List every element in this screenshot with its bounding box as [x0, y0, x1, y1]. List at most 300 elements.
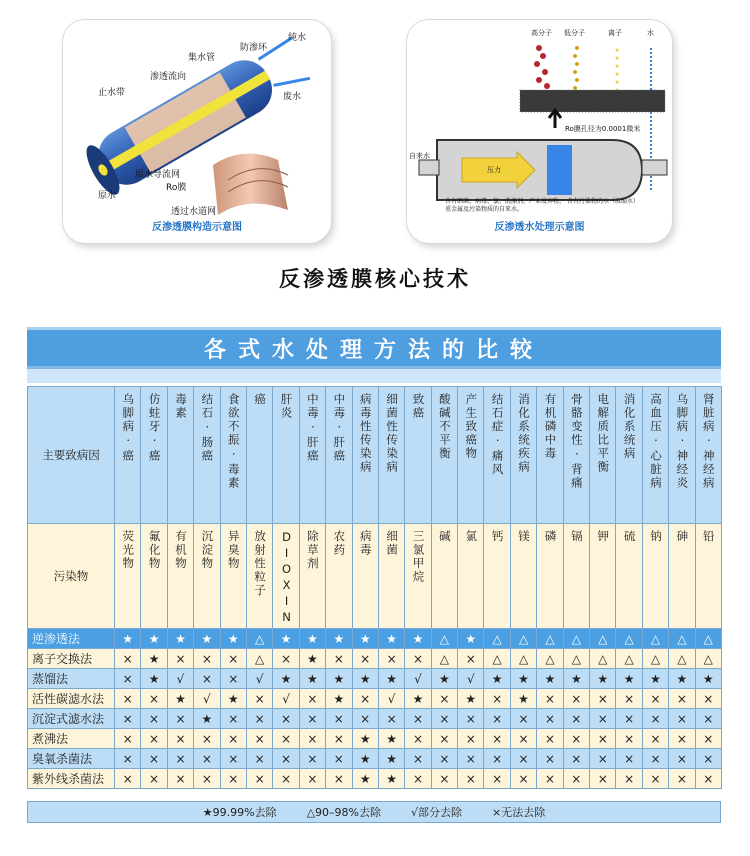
result-cell: ★: [352, 669, 378, 689]
water-treatment-card: [407, 20, 672, 243]
result-cell: ★: [299, 649, 325, 669]
pollutant-cell: [563, 524, 589, 629]
membrane-structure-caption: 反渗透膜构造示意图: [152, 222, 242, 233]
result-cell: ★: [510, 689, 536, 709]
result-cell: ★: [378, 749, 404, 769]
result-cell: △: [669, 629, 695, 649]
pollutant-cell: [167, 524, 193, 629]
result-cell: ★: [273, 669, 299, 689]
result-cell: △: [563, 649, 589, 669]
result-cell: ×: [642, 729, 668, 749]
result-cell: ×: [484, 769, 510, 789]
pollutant-cell: [431, 524, 457, 629]
result-cell: △: [642, 629, 668, 649]
result-cell: ×: [695, 709, 721, 729]
legend-check: √部分去除: [410, 806, 462, 819]
pollutant-row: [28, 524, 722, 629]
pollutant-cell: [273, 524, 299, 629]
result-cell: √: [273, 689, 299, 709]
disease-cell: [405, 387, 431, 524]
method-row: [28, 689, 722, 709]
pollutant-text: 三氯甲烷: [411, 530, 426, 584]
result-cell: ×: [167, 769, 193, 789]
result-cell: △: [510, 629, 536, 649]
disease-text: 酸碱不平衡: [437, 393, 452, 461]
result-cell: △: [484, 629, 510, 649]
result-cell: ×: [220, 769, 246, 789]
disease-cell: [563, 387, 589, 524]
result-cell: ×: [695, 769, 721, 789]
result-cell: ×: [194, 729, 220, 749]
result-cell: ★: [458, 689, 484, 709]
result-cell: ×: [115, 649, 141, 669]
disease-text: 骨骼变性·背痛: [569, 393, 584, 490]
disease-cell: [220, 387, 246, 524]
label-tap-water: 自来水: [409, 152, 430, 160]
result-cell: ★: [378, 669, 404, 689]
result-cell: ×: [141, 709, 167, 729]
result-cell: ×: [669, 769, 695, 789]
disease-text: 肾脏病·神经病: [701, 393, 716, 490]
disease-cell: [194, 387, 220, 524]
result-cell: △: [695, 629, 721, 649]
result-cell: ×: [220, 749, 246, 769]
result-cell: ×: [563, 709, 589, 729]
result-cell: ×: [616, 729, 642, 749]
pollutant-text: 碱: [437, 530, 452, 544]
result-cell: ×: [537, 749, 563, 769]
result-cell: △: [537, 649, 563, 669]
method-name: 逆渗透法: [28, 629, 115, 649]
label-permeate-flow: 渗透流向: [150, 72, 187, 82]
method-name: 离子交换法: [28, 649, 115, 669]
result-cell: ×: [537, 729, 563, 749]
label-pressure: 压力: [487, 166, 501, 174]
pollutant-cell: [669, 524, 695, 629]
result-cell: △: [616, 629, 642, 649]
result-cell: ×: [167, 649, 193, 669]
result-cell: ★: [326, 689, 352, 709]
result-cell: ★: [405, 689, 431, 709]
result-cell: ×: [431, 749, 457, 769]
pollutant-cell: [616, 524, 642, 629]
result-cell: △: [431, 629, 457, 649]
result-cell: ★: [352, 749, 378, 769]
pollutant-text: 有机物: [173, 530, 188, 571]
pollutant-cell: [510, 524, 536, 629]
result-cell: ×: [405, 769, 431, 789]
pollutant-text: 农药: [332, 530, 347, 557]
method-name: 紫外线杀菌法: [28, 769, 115, 789]
result-cell: △: [669, 649, 695, 669]
result-cell: ×: [299, 729, 325, 749]
result-cell: △: [590, 649, 616, 669]
result-cell: ★: [167, 629, 193, 649]
result-cell: △: [246, 649, 272, 669]
result-cell: ×: [273, 709, 299, 729]
result-cell: ×: [246, 769, 272, 789]
result-cell: △: [616, 649, 642, 669]
result-cell: ★: [352, 629, 378, 649]
result-cell: √: [167, 669, 193, 689]
result-cell: ×: [537, 709, 563, 729]
result-cell: ×: [405, 649, 431, 669]
result-cell: ×: [141, 689, 167, 709]
result-cell: △: [590, 629, 616, 649]
disease-cell: [246, 387, 272, 524]
disease-cell: [352, 387, 378, 524]
result-cell: ×: [194, 669, 220, 689]
result-cell: ×: [405, 729, 431, 749]
result-cell: ★: [326, 669, 352, 689]
pollutant-text: 镉: [569, 530, 584, 544]
result-cell: ★: [352, 769, 378, 789]
result-cell: ×: [246, 729, 272, 749]
pollutant-cell: [537, 524, 563, 629]
result-cell: ×: [299, 749, 325, 769]
disease-text: 消化系统疾病: [517, 393, 532, 474]
pollutant-cell: [695, 524, 721, 629]
method-name: 蒸馏法: [28, 669, 115, 689]
result-cell: ×: [510, 729, 536, 749]
result-cell: ×: [194, 769, 220, 789]
result-cell: ★: [194, 629, 220, 649]
result-cell: ×: [141, 749, 167, 769]
disease-text: 有机磷中毒: [543, 393, 558, 461]
disease-cell: [167, 387, 193, 524]
result-cell: ×: [669, 729, 695, 749]
result-cell: △: [695, 649, 721, 669]
disease-text: 细菌性传染病: [385, 393, 400, 474]
pollutant-cell: [194, 524, 220, 629]
method-row: [28, 669, 722, 689]
result-cell: ×: [695, 729, 721, 749]
label-ion: 离子: [608, 29, 622, 37]
result-cell: ×: [352, 649, 378, 669]
result-cell: ×: [590, 709, 616, 729]
result-cell: ×: [378, 709, 404, 729]
pollutant-cell: [299, 524, 325, 629]
result-cell: ★: [299, 669, 325, 689]
result-cell: ×: [141, 769, 167, 789]
water-treatment-illustration: [407, 20, 672, 220]
water-treatment-caption: 反渗透水处理示意图: [494, 222, 585, 233]
method-name: 臭氧杀菌法: [28, 749, 115, 769]
result-cell: ×: [167, 729, 193, 749]
method-row: [28, 749, 722, 769]
result-cell: ×: [431, 769, 457, 789]
result-cell: ×: [537, 769, 563, 789]
pollutant-text: 氯: [464, 530, 479, 544]
result-cell: ★: [378, 729, 404, 749]
main-title: 反渗透膜核心技术: [279, 267, 471, 291]
pollutant-text: 荧光物: [121, 530, 136, 571]
result-cell: √: [246, 669, 272, 689]
pollutant-header: 污染物: [28, 524, 115, 629]
result-cell: ×: [458, 769, 484, 789]
result-cell: ★: [194, 709, 220, 729]
pollutant-text: 钾: [596, 530, 611, 544]
result-cell: ×: [299, 689, 325, 709]
method-row: [28, 769, 722, 789]
result-cell: ×: [616, 709, 642, 729]
result-cell: △: [642, 649, 668, 669]
result-cell: ★: [431, 669, 457, 689]
result-cell: ×: [563, 769, 589, 789]
result-cell: ×: [484, 689, 510, 709]
result-cell: ×: [220, 729, 246, 749]
pollutant-text: 铅: [701, 530, 716, 544]
pollutant-text: 放射性粒子: [253, 530, 268, 598]
result-cell: ★: [326, 629, 352, 649]
result-cell: ×: [669, 749, 695, 769]
pollutant-text: 镁: [517, 530, 532, 544]
label-pure-water: 纯水: [288, 33, 307, 43]
pollutant-text: 钙: [490, 530, 505, 544]
method-row: [28, 709, 722, 729]
result-cell: ★: [141, 669, 167, 689]
method-row: [28, 629, 722, 649]
result-cell: ★: [616, 669, 642, 689]
result-cell: ×: [537, 689, 563, 709]
result-cell: △: [510, 649, 536, 669]
disease-cell: [510, 387, 536, 524]
pollutant-text: DIOXIN: [279, 530, 294, 626]
result-cell: ×: [273, 649, 299, 669]
method-name: 沉淀式滤水法: [28, 709, 115, 729]
result-cell: ×: [115, 749, 141, 769]
pollutant-cell: [220, 524, 246, 629]
result-cell: ×: [669, 709, 695, 729]
result-cell: ×: [458, 709, 484, 729]
disease-cell: [642, 387, 668, 524]
disease-cell: [431, 387, 457, 524]
disease-cell: [326, 387, 352, 524]
result-cell: ★: [220, 629, 246, 649]
pollutant-text: 硫: [622, 530, 637, 544]
result-cell: ×: [115, 689, 141, 709]
result-cell: ★: [484, 669, 510, 689]
disease-text: 病毒性传染病: [358, 393, 373, 474]
label-macromolecule: 高分子: [531, 29, 552, 37]
method-row: [28, 649, 722, 669]
result-cell: ×: [167, 709, 193, 729]
comparison-table: [27, 386, 722, 789]
label-collector-pipe: 集水管: [188, 53, 216, 63]
result-cell: ★: [141, 629, 167, 649]
result-cell: ×: [220, 709, 246, 729]
disease-text: 中毒·肝癌: [305, 393, 320, 463]
result-cell: ×: [431, 729, 457, 749]
result-cell: ×: [299, 709, 325, 729]
method-row: [28, 729, 722, 749]
result-cell: ×: [563, 689, 589, 709]
disease-cell: [273, 387, 299, 524]
pollutant-cell: [642, 524, 668, 629]
result-cell: ★: [115, 629, 141, 649]
result-cell: ×: [642, 749, 668, 769]
result-cell: ★: [510, 669, 536, 689]
result-cell: ×: [616, 689, 642, 709]
banner-title: 各式水处理方法的比较: [27, 330, 721, 366]
disease-cell: [695, 387, 721, 524]
pollutant-text: 除草剂: [305, 530, 320, 571]
result-cell: ×: [352, 709, 378, 729]
result-cell: √: [194, 689, 220, 709]
result-cell: ×: [326, 709, 352, 729]
result-cell: ×: [273, 769, 299, 789]
result-cell: ×: [563, 729, 589, 749]
label-feed-water-guide-net: 原水导流网: [135, 170, 181, 180]
result-cell: ★: [642, 669, 668, 689]
result-cell: ×: [669, 689, 695, 709]
result-cell: ×: [642, 769, 668, 789]
disease-row: [28, 387, 722, 524]
result-cell: ×: [695, 689, 721, 709]
result-cell: ★: [273, 629, 299, 649]
result-cell: △: [246, 629, 272, 649]
result-cell: ×: [405, 749, 431, 769]
result-cell: ×: [246, 689, 272, 709]
label-low-molecule: 低分子: [564, 29, 585, 37]
result-cell: ×: [642, 689, 668, 709]
disease-text: 消化系统病: [622, 393, 637, 461]
result-cell: ×: [246, 749, 272, 769]
disease-text: 癌: [253, 393, 268, 407]
disease-cell: [458, 387, 484, 524]
pollutant-cell: [405, 524, 431, 629]
result-cell: ×: [273, 729, 299, 749]
result-cell: ×: [246, 709, 272, 729]
result-cell: ×: [616, 769, 642, 789]
label-permeate-channel-net: 透过水道网: [171, 207, 217, 217]
result-cell: ×: [220, 649, 246, 669]
result-cell: ×: [326, 769, 352, 789]
comparison-banner: [27, 327, 721, 369]
disease-cell: [484, 387, 510, 524]
label-waste-water: 废水: [283, 92, 302, 102]
disease-cell: [590, 387, 616, 524]
result-cell: ×: [510, 769, 536, 789]
result-cell: ×: [458, 729, 484, 749]
result-cell: ★: [537, 669, 563, 689]
result-cell: △: [484, 649, 510, 669]
result-cell: ×: [299, 769, 325, 789]
result-cell: ×: [510, 749, 536, 769]
label-pore-note: Ro膜孔径为0.0001微米: [565, 125, 641, 133]
result-cell: ×: [484, 749, 510, 769]
result-cell: ★: [299, 629, 325, 649]
disease-text: 毒素: [173, 393, 188, 420]
pollutant-cell: [458, 524, 484, 629]
result-cell: ×: [115, 769, 141, 789]
disease-cell: [669, 387, 695, 524]
pollutant-cell: [115, 524, 141, 629]
method-name: 煮沸法: [28, 729, 115, 749]
legend-cross: ×无法去除: [492, 806, 546, 819]
result-cell: ×: [590, 729, 616, 749]
result-cell: ×: [695, 749, 721, 769]
result-cell: ×: [194, 749, 220, 769]
disease-cell: [616, 387, 642, 524]
pollutant-cell: [378, 524, 404, 629]
disease-text: 结石·肠癌: [200, 393, 215, 463]
result-cell: ×: [563, 749, 589, 769]
method-name: 活性碳滤水法: [28, 689, 115, 709]
pollutant-text: 异臭物: [226, 530, 241, 571]
disease-cell: [537, 387, 563, 524]
result-cell: ×: [167, 749, 193, 769]
result-cell: ×: [484, 709, 510, 729]
result-cell: ★: [669, 669, 695, 689]
label-raw-water: 原水: [98, 191, 117, 201]
pollutant-cell: [484, 524, 510, 629]
pollutant-cell: [590, 524, 616, 629]
result-cell: √: [405, 669, 431, 689]
result-cell: ×: [115, 729, 141, 749]
result-cell: ★: [405, 629, 431, 649]
result-cell: ×: [590, 769, 616, 789]
result-cell: ★: [563, 669, 589, 689]
result-cell: ×: [326, 649, 352, 669]
disease-text: 肝炎: [279, 393, 294, 420]
disease-cell: [378, 387, 404, 524]
label-anti-seepage-ring: 防渗环: [240, 43, 268, 53]
result-cell: √: [378, 689, 404, 709]
result-cell: ×: [352, 689, 378, 709]
result-cell: ×: [405, 709, 431, 729]
pollutant-text: 钠: [649, 530, 663, 544]
banner-stripe: [27, 369, 721, 383]
disease-text: 仿蛀牙·癌: [147, 393, 162, 463]
pollutant-text: 磷: [543, 530, 558, 544]
disease-text: 中毒·肝癌: [332, 393, 347, 463]
result-cell: ★: [458, 629, 484, 649]
result-cell: ★: [378, 629, 404, 649]
result-cell: ★: [167, 689, 193, 709]
result-cell: ×: [115, 669, 141, 689]
disease-text: 结石症·痛风: [490, 393, 505, 477]
disease-header: 主要致病因: [28, 387, 115, 524]
pollutant-cell: [141, 524, 167, 629]
result-cell: ×: [115, 709, 141, 729]
disease-text: 食欲不振·毒素: [226, 393, 241, 490]
disease-text: 乌脚病·神经炎: [675, 393, 690, 490]
result-cell: ×: [642, 709, 668, 729]
result-cell: ×: [431, 709, 457, 729]
label-note-right: 含有污染物的水（浓缩水）: [567, 198, 640, 205]
legend-star: ★99.99%去除: [202, 806, 277, 819]
label-water: 水: [647, 29, 654, 37]
pollutant-text: 沉淀物: [200, 530, 215, 571]
result-cell: ×: [510, 709, 536, 729]
result-cell: ×: [616, 749, 642, 769]
pollutant-cell: [246, 524, 272, 629]
result-cell: ★: [352, 729, 378, 749]
result-cell: ×: [273, 749, 299, 769]
result-cell: ×: [378, 649, 404, 669]
result-cell: ×: [141, 729, 167, 749]
result-cell: ×: [590, 749, 616, 769]
result-cell: ×: [326, 749, 352, 769]
result-cell: √: [458, 669, 484, 689]
disease-text: 电解质比平衡: [596, 393, 611, 474]
pollutant-cell: [352, 524, 378, 629]
result-cell: ×: [590, 689, 616, 709]
label-ro-membrane: Ro膜: [166, 183, 187, 193]
membrane-structure-card: [63, 20, 331, 243]
legend-triangle: △90–98%去除: [306, 806, 381, 819]
